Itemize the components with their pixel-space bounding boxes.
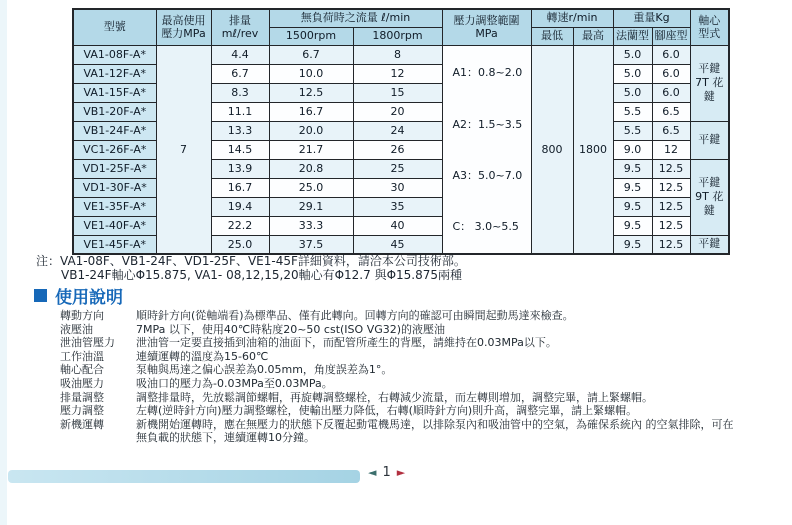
header-flow: 無負荷時之流量 ℓ/min bbox=[269, 9, 442, 27]
flow-1500-cell: 16.7 bbox=[269, 102, 353, 121]
weight-foot-cell: 12.5 bbox=[652, 235, 690, 254]
prev-page-icon[interactable]: ◄ bbox=[368, 466, 377, 479]
page-number: 1 bbox=[382, 465, 391, 480]
weight-flange-cell: 5.0 bbox=[613, 64, 652, 83]
shaft-type-line: 9T 花鍵 bbox=[695, 189, 724, 218]
weight-flange-cell: 5.5 bbox=[613, 102, 652, 121]
flow-1500-cell: 10.0 bbox=[269, 64, 353, 83]
note-line-1: 注：VA1-08F、VB1-24F、VD1-25F、VE1-45F詳細資料，請洽本公司技術部。 bbox=[36, 254, 466, 268]
header-displacement-line1: 排量 bbox=[229, 13, 251, 27]
flow-1800-cell: 24 bbox=[353, 121, 442, 140]
model-cell: VE1-45F-A* bbox=[73, 235, 156, 254]
usage-item bbox=[60, 418, 776, 445]
header-pressure-range bbox=[442, 9, 531, 45]
section-title: 使用說明 bbox=[55, 288, 123, 308]
usage-item-text: 調整排量時，先放鬆調節螺帽，再旋轉調整螺栓，右轉減少流量，而左轉則增加，調整完畢，請上緊螺帽。 bbox=[136, 390, 653, 404]
weight-foot-cell: 12.5 bbox=[652, 159, 690, 178]
flow-1500-cell: 33.3 bbox=[269, 216, 353, 235]
weight-foot-cell: 6.0 bbox=[652, 45, 690, 64]
displacement-cell: 13.3 bbox=[211, 121, 269, 140]
displacement-cell: 16.7 bbox=[211, 178, 269, 197]
shaft-type-line: 平鍵 bbox=[698, 132, 721, 146]
model-cell: VB1-24F-A* bbox=[73, 121, 156, 140]
flow-1800-cell: 40 bbox=[353, 216, 442, 235]
header-weight: 重量Kg bbox=[613, 9, 690, 27]
next-page-icon[interactable]: ► bbox=[396, 466, 406, 479]
usage-item-text: 泄油管一定要直接插到油箱的油面下，而配管所產生的背壓，請維持在0.03MPa以下。 bbox=[136, 336, 557, 350]
weight-flange-cell: 9.5 bbox=[613, 216, 652, 235]
model-cell: VC1-26F-A* bbox=[73, 140, 156, 159]
flow-1500-cell: 20.8 bbox=[269, 159, 353, 178]
displacement-cell: 19.4 bbox=[211, 197, 269, 216]
speed-min-cell: 800 bbox=[531, 45, 573, 254]
weight-flange-cell: 5.0 bbox=[613, 45, 652, 64]
max-pressure-value-cell: 7 bbox=[156, 45, 211, 254]
weight-foot-cell: 6.0 bbox=[652, 83, 690, 102]
header-speed: 轉速r/min bbox=[531, 9, 613, 27]
header-speed-max: 最高 bbox=[573, 27, 613, 45]
header-speed-min: 最低 bbox=[531, 27, 573, 45]
model-cell: VA1-15F-A* bbox=[73, 83, 156, 102]
header-shaft-line1: 軸心 bbox=[698, 13, 721, 27]
displacement-cell: 25.0 bbox=[211, 235, 269, 254]
shaft-type-cell bbox=[690, 235, 729, 254]
weight-flange-cell: 9.5 bbox=[613, 178, 652, 197]
pressure-range-cell bbox=[442, 45, 531, 254]
usage-item bbox=[60, 350, 776, 364]
displacement-cell: 6.7 bbox=[211, 64, 269, 83]
model-cell: VE1-40F-A* bbox=[73, 216, 156, 235]
flow-1800-cell: 8 bbox=[353, 45, 442, 64]
table-row bbox=[73, 45, 729, 64]
shaft-type-line: 7T 花鍵 bbox=[695, 75, 724, 104]
flow-1500-cell: 29.1 bbox=[269, 197, 353, 216]
section-bullet-icon bbox=[34, 289, 47, 302]
displacement-cell: 13.9 bbox=[211, 159, 269, 178]
header-shaft-line2: 型式 bbox=[698, 27, 721, 41]
shaft-type-cell bbox=[690, 45, 729, 121]
displacement-cell: 4.4 bbox=[211, 45, 269, 64]
header-rpm1500: 1500rpm bbox=[269, 27, 353, 45]
model-cell: VE1-35F-A* bbox=[73, 197, 156, 216]
usage-item bbox=[60, 309, 776, 323]
speed-max-cell: 1800 bbox=[573, 45, 613, 254]
displacement-cell: 11.1 bbox=[211, 102, 269, 121]
footer-divider-bar bbox=[8, 470, 360, 483]
flow-1500-cell: 37.5 bbox=[269, 235, 353, 254]
displacement-cell: 22.2 bbox=[211, 216, 269, 235]
table-body bbox=[73, 45, 729, 254]
flow-1800-cell: 25 bbox=[353, 159, 442, 178]
header-max-pressure-line2: 壓力MPa bbox=[161, 27, 206, 41]
shaft-type-line: 平鍵 bbox=[698, 237, 721, 251]
header-rpm1800: 1800rpm bbox=[353, 27, 442, 45]
weight-foot-cell: 12 bbox=[652, 140, 690, 159]
model-cell: VA1-08F-A* bbox=[73, 45, 156, 64]
header-displacement bbox=[211, 9, 269, 45]
displacement-cell: 8.3 bbox=[211, 83, 269, 102]
weight-flange-cell: 9.0 bbox=[613, 140, 652, 159]
shaft-type-line: 平鍵 bbox=[698, 61, 721, 75]
shaft-type-cell bbox=[690, 159, 729, 235]
weight-flange-cell: 9.5 bbox=[613, 159, 652, 178]
header-flange: 法蘭型 bbox=[613, 27, 652, 45]
weight-flange-cell: 9.5 bbox=[613, 197, 652, 216]
flow-1500-cell: 12.5 bbox=[269, 83, 353, 102]
flow-1800-cell: 20 bbox=[353, 102, 442, 121]
weight-foot-cell: 12.5 bbox=[652, 197, 690, 216]
model-cell: VD1-25F-A* bbox=[73, 159, 156, 178]
usage-item-label: 軸心配合 bbox=[60, 363, 104, 377]
header-shaft bbox=[690, 9, 729, 45]
flow-1800-cell: 12 bbox=[353, 64, 442, 83]
displacement-cell: 14.5 bbox=[211, 140, 269, 159]
usage-item-label: 液壓油 bbox=[60, 322, 93, 336]
shaft-type-cell bbox=[690, 121, 729, 159]
header-pressure-range-line2: MPa bbox=[475, 27, 498, 41]
weight-foot-cell: 6.0 bbox=[652, 64, 690, 83]
usage-section-heading bbox=[34, 283, 123, 308]
weight-foot-cell: 12.5 bbox=[652, 178, 690, 197]
pressure-range-item: A1：0.8~2.0 bbox=[452, 66, 523, 80]
usage-item-text: 順時針方向(從軸端看)為標準品、僅有此轉向。回轉方向的確認可由瞬間起動馬達來檢查。 bbox=[136, 309, 574, 322]
usage-item bbox=[60, 377, 776, 391]
pressure-range-item: C： 3.0~5.5 bbox=[452, 220, 519, 234]
usage-item-label: 泄油管壓力 bbox=[60, 336, 115, 350]
usage-item-label: 吸油壓力 bbox=[60, 376, 104, 390]
page-navigator bbox=[368, 465, 405, 480]
usage-item bbox=[60, 323, 776, 337]
note-line-2: VB1-24F軸心Φ15.875, VA1- 08,12,15,20軸心有Φ12.7 與Φ15.875兩種 bbox=[61, 268, 463, 282]
header-pressure-range-line1: 壓力調整範圍 bbox=[453, 13, 520, 27]
usage-instruction-list bbox=[60, 309, 776, 445]
usage-item-label: 工作油溫 bbox=[60, 349, 104, 363]
flow-1800-cell: 35 bbox=[353, 197, 442, 216]
flow-1500-cell: 25.0 bbox=[269, 178, 353, 197]
usage-item-text: 連續運轉的溫度為15-60℃ bbox=[136, 349, 269, 363]
header-displacement-line2: mℓ/rev bbox=[221, 27, 259, 41]
weight-flange-cell: 9.5 bbox=[613, 235, 652, 254]
header-model: 型號 bbox=[73, 9, 156, 45]
pump-spec-table bbox=[72, 8, 730, 255]
pressure-range-list bbox=[444, 47, 530, 252]
flow-1800-cell: 15 bbox=[353, 83, 442, 102]
usage-item-label: 新機運轉 bbox=[60, 417, 104, 431]
shaft-type-line: 平鍵 bbox=[698, 175, 721, 189]
usage-item bbox=[60, 391, 776, 405]
flow-1500-cell: 21.7 bbox=[269, 140, 353, 159]
usage-item-label: 轉動方向 bbox=[60, 309, 104, 322]
weight-foot-cell: 12.5 bbox=[652, 216, 690, 235]
weight-flange-cell: 5.5 bbox=[613, 121, 652, 140]
pressure-range-item: A2：1.5~3.5 bbox=[452, 117, 523, 131]
flow-1800-cell: 45 bbox=[353, 235, 442, 254]
weight-foot-cell: 6.5 bbox=[652, 121, 690, 140]
flow-1500-cell: 6.7 bbox=[269, 45, 353, 64]
usage-item-text: 左轉(逆時針方向)壓力調整螺栓，使輸出壓力降低，右轉(順時針方向)則升高，調整完畢，請上緊螺帽。 bbox=[136, 404, 638, 418]
usage-item bbox=[60, 336, 776, 350]
header-max-pressure bbox=[156, 9, 211, 45]
flow-1800-cell: 30 bbox=[353, 178, 442, 197]
table-header bbox=[73, 9, 729, 45]
flow-1500-cell: 20.0 bbox=[269, 121, 353, 140]
pressure-range-item: A3：5.0~7.0 bbox=[452, 168, 523, 182]
header-max-pressure-line1: 最高使用 bbox=[161, 13, 206, 27]
flow-1800-cell: 26 bbox=[353, 140, 442, 159]
usage-item-label: 壓力調整 bbox=[60, 404, 104, 418]
usage-item-label: 排量調整 bbox=[60, 390, 104, 404]
usage-item-text: 泵軸與馬達之偏心誤差為0.05mm，角度誤差為1°。 bbox=[136, 363, 393, 377]
weight-flange-cell: 5.0 bbox=[613, 83, 652, 102]
table-notes bbox=[36, 254, 466, 282]
usage-item-text: 新機開始運轉時，應在無壓力的狀態下反覆起動電機馬達，以排除泵內和吸油管中的空氣，為確保系統內 的空氣排除，可在無負載的狀態下，連續運轉10分鐘。 bbox=[136, 417, 734, 445]
model-cell: VD1-30F-A* bbox=[73, 178, 156, 197]
header-foot: 腳座型 bbox=[652, 27, 690, 45]
model-cell: VA1-12F-A* bbox=[73, 64, 156, 83]
weight-foot-cell: 6.5 bbox=[652, 102, 690, 121]
usage-item bbox=[60, 363, 776, 377]
usage-item-text: 7MPa 以下，使用40℃時粘度20~50 cst(ISO VG32)的液壓油 bbox=[136, 322, 446, 336]
usage-item-text: 吸油口的壓力為-0.03MPa至0.03MPa。 bbox=[136, 376, 333, 390]
usage-item bbox=[60, 404, 776, 418]
model-cell: VB1-20F-A* bbox=[73, 102, 156, 121]
